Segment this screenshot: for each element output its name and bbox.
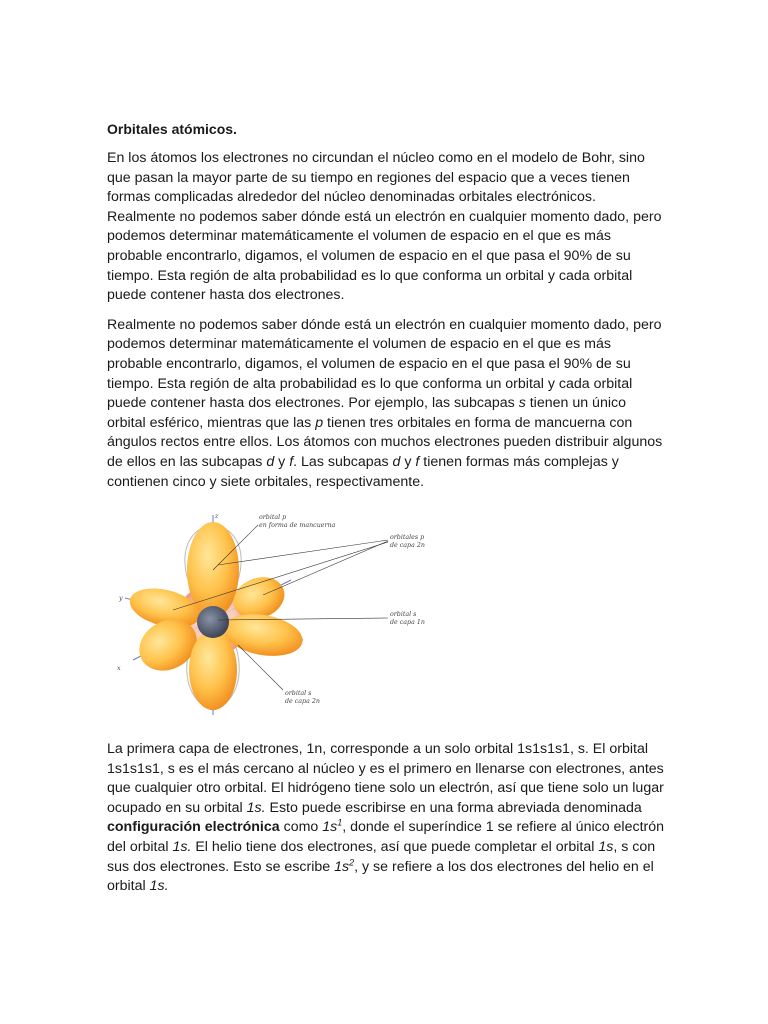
orbital-diagram [113, 510, 453, 720]
p2-s: s [518, 395, 526, 412]
lobe-bottom [189, 630, 237, 710]
p3-i4: 1s [598, 839, 614, 856]
axis-label-x: x [117, 665, 121, 673]
p3-text-e: El helio tiene dos electrones, así que puede completar el orbital [191, 839, 599, 856]
paragraph-2 [107, 316, 667, 492]
paragraph-3 [107, 740, 667, 897]
label-1s-2: de capa 1n [390, 619, 425, 627]
label-2s-1: orbital s [285, 690, 312, 698]
p3-text-b: Esto puede escribirse en una forma abreviada denominada [265, 799, 642, 816]
p2-f2: f [415, 453, 420, 470]
p3-sup2: 2 [349, 856, 355, 867]
p3-text-a: La primera capa de electrones, 1n, corresponde a un solo orbital 1s1s1s1, s. El orbital 1s1s1s1, s es el más cercano al núcleo y es el primero en llenarse con electrones, antes que cualquier otro orbital. El hidrógeno tiene solo un electrón, así que tiene solo un lugar ocupado en su orbital [107, 741, 664, 816]
p2-text-a: Realmente no podemos saber dónde está un electrón en cualquier momento dado, pero podemos determinar matemáticamente el volumen de espacio en el que es más probable encontrarlo, digamos, el volumen de espacio en el que pasa el 90% de su tiempo. Esta región de alta probabilidad es lo que conforma un orbital y cada orbital puede contener hasta dos electrones. Por ejemplo, las subcapas [107, 316, 662, 412]
p2-f1: f [289, 453, 294, 470]
page-title: Orbitales atómicos. [107, 121, 237, 137]
axis-label-y: y [119, 595, 123, 603]
p3-i1: 1s. [246, 799, 266, 816]
document-content [107, 120, 667, 907]
p3-text-d: , donde el superíndice 1 se refiere al único electrón del orbital [107, 819, 665, 856]
p2-text-b: tienen un único orbital esférico, mientras que las [107, 395, 626, 431]
p3-bold: configuración electrónica [107, 819, 280, 836]
paragraph-1: En los átomos los electrones no circundan el núcleo como en el modelo de Bohr, sino que pasan la mayor parte de su tiempo en regiones del espacio que a veces tienen formas complicadas alrededor del núcleo denominadas orbitales electrónicos. Realmente no podemos saber dónde está un electrón en cualquier momento dado, pero podemos determinar matemáticamente el volumen de espacio en el que es más probable encontrarlo, digamos, el volumen de espacio en el que pasa el 90% de su tiempo. Esta región de alta probabilidad es lo que conforma un orbital y cada orbital puede contener hasta dos electrones. [107, 150, 662, 304]
label-1s-1: orbital s [390, 611, 417, 619]
p3-text-g: , y se refiere a los dos electrones del helio en el orbital [107, 858, 654, 895]
p2-text-d: . Las subcapas [293, 453, 393, 470]
p2-d1: d [266, 453, 275, 470]
label-2p-2: de capa 2n [390, 542, 425, 550]
label-p-1: orbital p [259, 514, 287, 522]
leader-2p-a [218, 540, 388, 565]
label-p-2: en forma de mancuerna [259, 522, 336, 530]
p2-y2: y [400, 453, 416, 470]
p2-p: p [315, 414, 324, 431]
orbital-figure [113, 510, 453, 720]
p3-i6: 1s. [149, 878, 169, 895]
axis-label-z: z [215, 513, 219, 521]
p2-text-c: tienen tres orbitales en forma de mancuerna con ángulos rectos entre ellos. Los átomos con muchos electrones pueden distribuir algunos de ellos en las subcapas [107, 414, 663, 470]
label-2s-2: de capa 2n [285, 698, 320, 706]
p3-text-c: como [279, 819, 323, 836]
label-2p-1: orbitales p [390, 534, 425, 542]
p3-i3: 1s. [172, 839, 192, 856]
core-1s [197, 606, 229, 638]
p3-i5: 1s [334, 858, 350, 875]
p3-text-f: , s con sus dos electrones. Esto se escribe [107, 839, 656, 875]
p2-d2: d [392, 453, 401, 470]
p3-i2: 1s [322, 819, 338, 836]
p2-y1: y [274, 453, 290, 470]
p2-text-e: tienen formas más complejas y contienen cinco y siete orbitales, respectivamente. [107, 453, 619, 490]
p3-sup1: 1 [337, 817, 343, 828]
